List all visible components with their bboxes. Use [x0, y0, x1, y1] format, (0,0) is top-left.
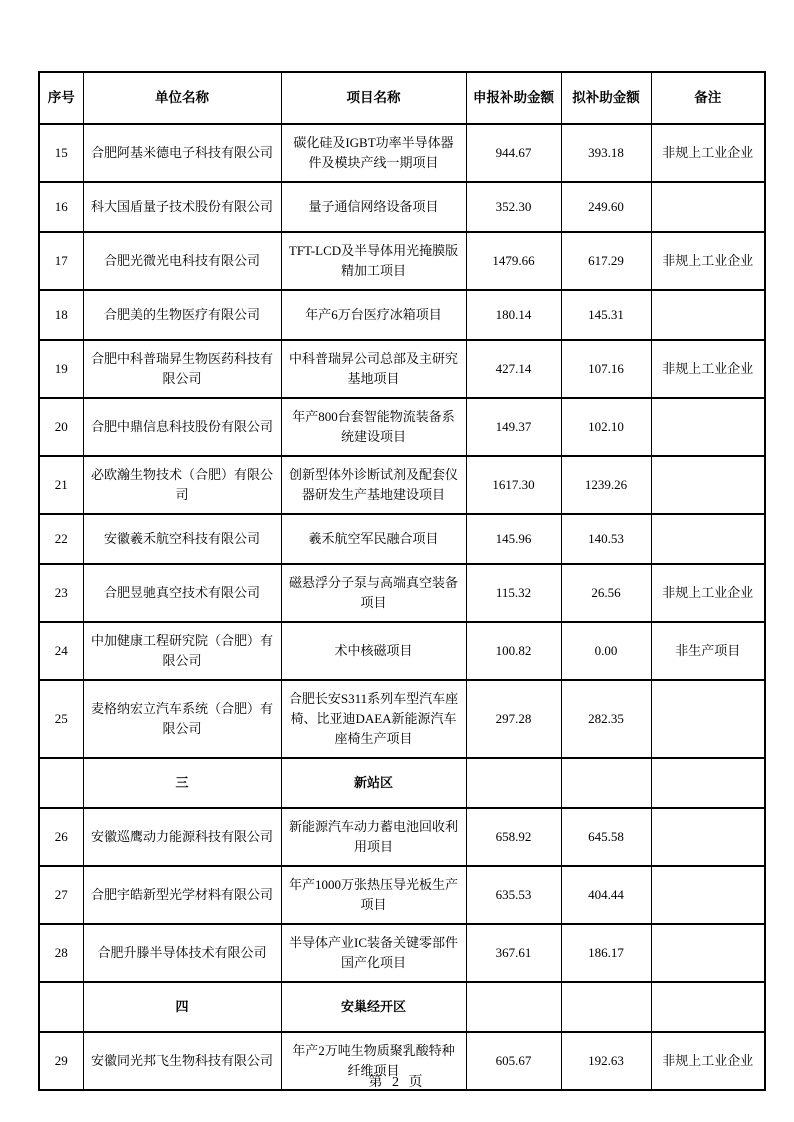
table-row [39, 564, 765, 622]
project-cell: 年产6万台医疗冰箱项目 [281, 290, 466, 340]
row-no-cell [39, 758, 83, 808]
project-cell: 半导体产业IC装备关键零部件国产化项目 [281, 924, 466, 982]
table-body [39, 124, 765, 1090]
declared-amount-cell: 605.67 [466, 1032, 561, 1090]
proposed-amount-cell: 186.17 [561, 924, 651, 982]
row-no-cell: 16 [39, 182, 83, 232]
header-proposed: 拟补助金额 [561, 72, 651, 124]
declared-amount-cell [466, 982, 561, 1032]
table-row [39, 182, 765, 232]
row-no-cell: 26 [39, 808, 83, 866]
project-cell: 年产800台套智能物流装备系统建设项目 [281, 398, 466, 456]
declared-amount-cell: 149.37 [466, 398, 561, 456]
header-no: 序号 [39, 72, 83, 124]
remark-cell: 非生产项目 [651, 622, 765, 680]
project-cell: 新能源汽车动力蓄电池回收利用项目 [281, 808, 466, 866]
subsidy-table [38, 71, 766, 1091]
header-declared: 申报补助金额 [466, 72, 561, 124]
proposed-amount-cell: 249.60 [561, 182, 651, 232]
table-row [39, 924, 765, 982]
remark-cell: 非规上工业企业 [651, 232, 765, 290]
project-cell: 创新型体外诊断试剂及配套仪器研发生产基地建设项目 [281, 456, 466, 514]
declared-amount-cell: 100.82 [466, 622, 561, 680]
declared-amount-cell: 427.14 [466, 340, 561, 398]
proposed-amount-cell: 107.16 [561, 340, 651, 398]
section-divider-row [39, 982, 765, 1032]
company-cell: 安徽巡鹰动力能源科技有限公司 [83, 808, 281, 866]
remark-cell [651, 514, 765, 564]
proposed-amount-cell: 102.10 [561, 398, 651, 456]
proposed-amount-cell: 617.29 [561, 232, 651, 290]
remark-cell [651, 398, 765, 456]
table-row [39, 232, 765, 290]
remark-cell [651, 758, 765, 808]
proposed-amount-cell: 393.18 [561, 124, 651, 182]
table-row [39, 808, 765, 866]
declared-amount-cell: 145.96 [466, 514, 561, 564]
row-no-cell: 19 [39, 340, 83, 398]
declared-amount-cell: 180.14 [466, 290, 561, 340]
company-cell: 三 [83, 758, 281, 808]
table-header [39, 72, 765, 124]
remark-cell [651, 680, 765, 758]
table-row [39, 398, 765, 456]
declared-amount-cell: 367.61 [466, 924, 561, 982]
remark-cell [651, 866, 765, 924]
project-cell: 羲禾航空军民融合项目 [281, 514, 466, 564]
table-row [39, 456, 765, 514]
proposed-amount-cell: 404.44 [561, 866, 651, 924]
row-no-cell: 15 [39, 124, 83, 182]
table-row [39, 124, 765, 182]
company-cell: 安徽羲禾航空科技有限公司 [83, 514, 281, 564]
remark-cell [651, 982, 765, 1032]
remark-cell: 非规上工业企业 [651, 564, 765, 622]
row-no-cell: 20 [39, 398, 83, 456]
row-no-cell: 25 [39, 680, 83, 758]
row-no-cell: 17 [39, 232, 83, 290]
project-cell: TFT-LCD及半导体用光掩膜版精加工项目 [281, 232, 466, 290]
proposed-amount-cell [561, 982, 651, 1032]
declared-amount-cell: 635.53 [466, 866, 561, 924]
declared-amount-cell: 944.67 [466, 124, 561, 182]
row-no-cell: 22 [39, 514, 83, 564]
project-cell: 术中核磁项目 [281, 622, 466, 680]
proposed-amount-cell: 282.35 [561, 680, 651, 758]
company-cell: 合肥宇皓新型光学材料有限公司 [83, 866, 281, 924]
table-header-row [39, 72, 765, 124]
project-cell: 年产2万吨生物质聚乳酸特种纤维项目 [281, 1032, 466, 1090]
company-cell: 合肥光微光电科技有限公司 [83, 232, 281, 290]
company-cell: 合肥美的生物医疗有限公司 [83, 290, 281, 340]
project-cell: 年产1000万张热压导光板生产项目 [281, 866, 466, 924]
remark-cell [651, 808, 765, 866]
company-cell: 中加健康工程研究院（合肥）有限公司 [83, 622, 281, 680]
declared-amount-cell: 297.28 [466, 680, 561, 758]
remark-cell: 非规上工业企业 [651, 124, 765, 182]
row-no-cell: 24 [39, 622, 83, 680]
company-cell: 合肥中鼎信息科技股份有限公司 [83, 398, 281, 456]
row-no-cell: 23 [39, 564, 83, 622]
section-divider-row [39, 758, 765, 808]
row-no-cell: 21 [39, 456, 83, 514]
company-cell: 合肥升滕半导体技术有限公司 [83, 924, 281, 982]
company-cell: 科大国盾量子技术股份有限公司 [83, 182, 281, 232]
remark-cell: 非规上工业企业 [651, 1032, 765, 1090]
project-cell: 碳化硅及IGBT功率半导体器件及模块产线一期项目 [281, 124, 466, 182]
row-no-cell: 18 [39, 290, 83, 340]
project-cell: 合肥长安S311系列车型汽车座椅、比亚迪DAEA新能源汽车座椅生产项目 [281, 680, 466, 758]
proposed-amount-cell: 192.63 [561, 1032, 651, 1090]
declared-amount-cell: 352.30 [466, 182, 561, 232]
company-cell: 合肥阿基米德电子科技有限公司 [83, 124, 281, 182]
company-cell: 合肥中科普瑞昇生物医药科技有限公司 [83, 340, 281, 398]
row-no-cell: 27 [39, 866, 83, 924]
remark-cell: 非规上工业企业 [651, 340, 765, 398]
table-row [39, 340, 765, 398]
remark-cell [651, 456, 765, 514]
table-row [39, 622, 765, 680]
declared-amount-cell: 1617.30 [466, 456, 561, 514]
proposed-amount-cell: 26.56 [561, 564, 651, 622]
project-cell: 中科普瑞昇公司总部及主研究基地项目 [281, 340, 466, 398]
project-cell: 新站区 [281, 758, 466, 808]
project-cell: 量子通信网络设备项目 [281, 182, 466, 232]
remark-cell [651, 182, 765, 232]
row-no-cell [39, 982, 83, 1032]
table-row [39, 514, 765, 564]
table-row [39, 290, 765, 340]
table-row [39, 680, 765, 758]
table-row [39, 866, 765, 924]
company-cell: 合肥昱驰真空技术有限公司 [83, 564, 281, 622]
project-cell: 安巢经开区 [281, 982, 466, 1032]
project-cell: 磁悬浮分子泵与高端真空装备项目 [281, 564, 466, 622]
company-cell: 麦格纳宏立汽车系统（合肥）有限公司 [83, 680, 281, 758]
proposed-amount-cell: 0.00 [561, 622, 651, 680]
company-cell: 安徽同光邦飞生物科技有限公司 [83, 1032, 281, 1090]
row-no-cell: 29 [39, 1032, 83, 1090]
declared-amount-cell: 115.32 [466, 564, 561, 622]
company-cell: 必欧瀚生物技术（合肥）有限公司 [83, 456, 281, 514]
header-company: 单位名称 [83, 72, 281, 124]
declared-amount-cell [466, 758, 561, 808]
row-no-cell: 28 [39, 924, 83, 982]
proposed-amount-cell: 1239.26 [561, 456, 651, 514]
header-project: 项目名称 [281, 72, 466, 124]
proposed-amount-cell: 645.58 [561, 808, 651, 866]
page-number: 第 2 页 [368, 1075, 426, 1090]
remark-cell [651, 290, 765, 340]
proposed-amount-cell [561, 758, 651, 808]
declared-amount-cell: 658.92 [466, 808, 561, 866]
proposed-amount-cell: 145.31 [561, 290, 651, 340]
company-cell: 四 [83, 982, 281, 1032]
proposed-amount-cell: 140.53 [561, 514, 651, 564]
header-remark: 备注 [651, 72, 765, 124]
declared-amount-cell: 1479.66 [466, 232, 561, 290]
remark-cell [651, 924, 765, 982]
